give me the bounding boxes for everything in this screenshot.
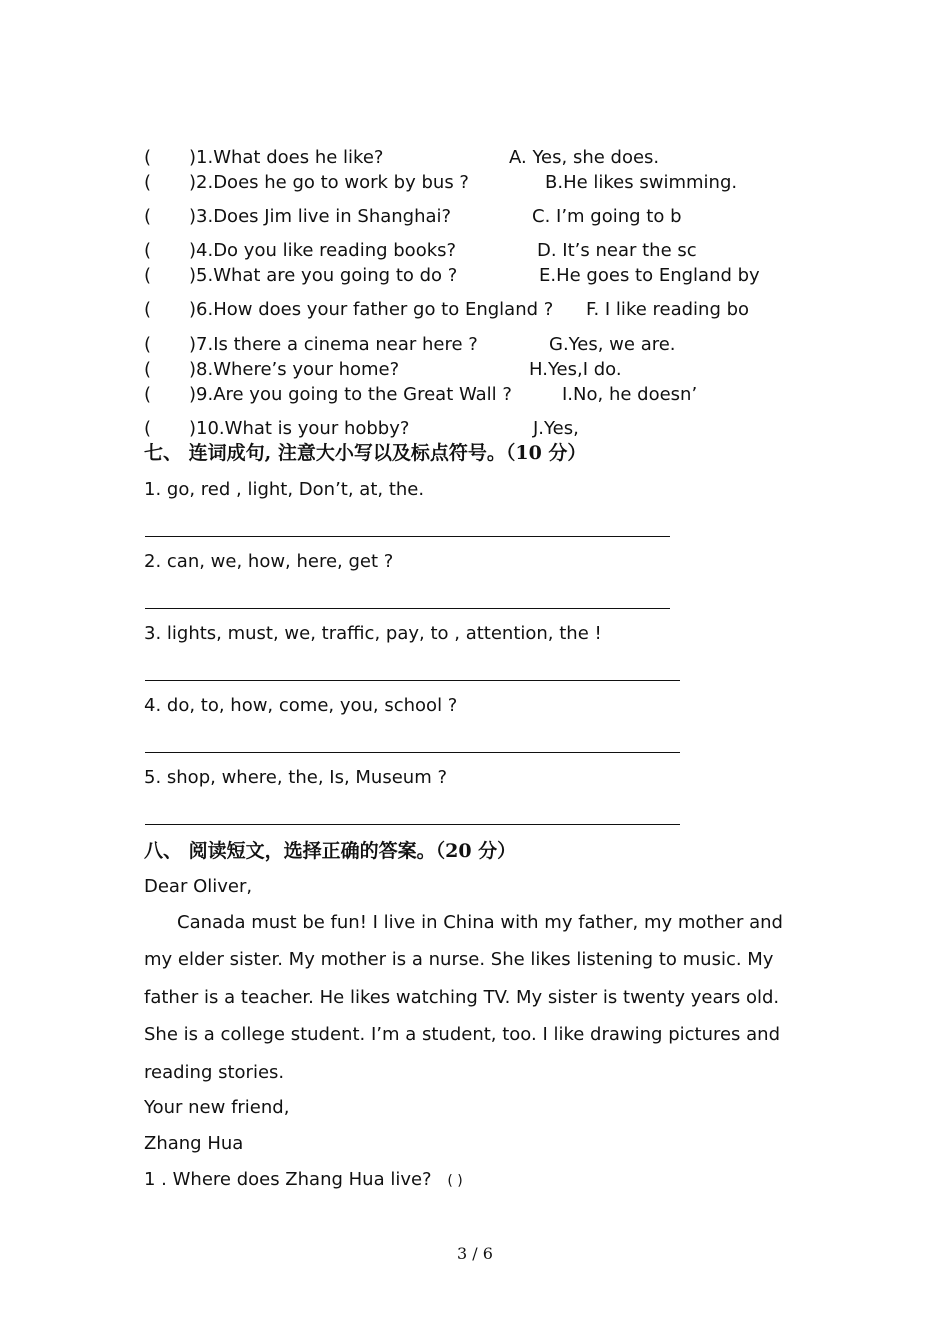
letter-greeting: Dear Oliver, — [144, 876, 253, 897]
question-text: )4.Do you like reading books? — [189, 240, 457, 261]
sentence-item-5: 5. shop, where, the, Is, Museum ? — [144, 767, 448, 788]
section7-heading: 七、 连词成句, 注意大小写以及标点符号。（10 分） — [144, 442, 587, 464]
answer-option: B.He likes swimming. — [545, 172, 738, 193]
answer-paren: ( — [144, 265, 152, 286]
answer-line-1 — [145, 536, 670, 537]
question-text: )1.What does he like? — [189, 147, 384, 168]
section8-heading: 八、 阅读短文，选择正确的答案。（20 分） — [144, 840, 517, 862]
answer-paren: ( — [144, 147, 152, 168]
sentence-item-3: 3. lights, must, we, traffic, pay, to , attention, the ! — [144, 623, 602, 644]
sentence-item-2: 2. can, we, how, here, get ? — [144, 551, 394, 572]
question-text: )9.Are you going to the Great Wall ? — [189, 384, 512, 405]
answer-option: I.No, he doesn’ — [562, 384, 698, 405]
letter-body — [144, 904, 804, 1091]
answer-paren: ( — [144, 240, 152, 261]
question-text: )2.Does he go to work by bus ? — [189, 172, 469, 193]
letter-signature: Zhang Hua — [144, 1133, 244, 1154]
answer-paren: ( — [144, 418, 152, 439]
answer-paren: ( — [144, 299, 152, 320]
answer-option: F. I like reading bo — [586, 299, 750, 320]
reading-question-1 — [144, 1169, 463, 1192]
question-text: )6.How does your father go to England ? — [189, 299, 554, 320]
sentence-item-1: 1. go, red , light, Don’t, at, the. — [144, 479, 425, 500]
question-text: )8.Where’s your home? — [189, 359, 400, 380]
answer-paren: ( — [144, 359, 152, 380]
answer-paren: ( — [144, 206, 152, 227]
answer-option: G.Yes, we are. — [549, 334, 676, 355]
answer-option: E.He goes to England by — [539, 265, 760, 286]
answer-option: D. It’s near the sc — [537, 240, 697, 261]
letter-closing: Your new friend, — [144, 1097, 290, 1118]
answer-paren: ( — [144, 334, 152, 355]
answer-paren: ( — [144, 172, 152, 193]
question-text: )10.What is your hobby? — [189, 418, 410, 439]
answer-option: J.Yes, — [533, 418, 579, 439]
answer-option: H.Yes,I do. — [529, 359, 622, 380]
question-text: )5.What are you going to do ? — [189, 265, 458, 286]
answer-line-2 — [145, 608, 670, 609]
question-text: )3.Does Jim live in Shanghai? — [189, 206, 452, 227]
answer-option: C. I’m going to b — [532, 206, 682, 227]
question-text: )7.Is there a cinema near here ? — [189, 334, 478, 355]
answer-line-4 — [145, 752, 680, 753]
answer-blank[interactable]: ( ) — [447, 1173, 463, 1189]
answer-line-5 — [145, 824, 680, 825]
reading-question-text: 1 . Where does Zhang Hua live? — [144, 1169, 432, 1190]
letter-body-text: Canada must be fun! I live in China with my father, my mother and my elder sister. My mother is a nurse. She likes listening to music. My father is a teacher. He likes watching TV. My sister is twenty years old. She is a college student. I’m a student, too. I like drawing pictures and reading stories. — [144, 912, 783, 1083]
answer-paren: ( — [144, 384, 152, 405]
page-number: 3 / 6 — [457, 1244, 493, 1263]
answer-line-3 — [145, 680, 680, 681]
sentence-item-4: 4. do, to, how, come, you, school ? — [144, 695, 458, 716]
answer-option: A. Yes, she does. — [509, 147, 660, 168]
